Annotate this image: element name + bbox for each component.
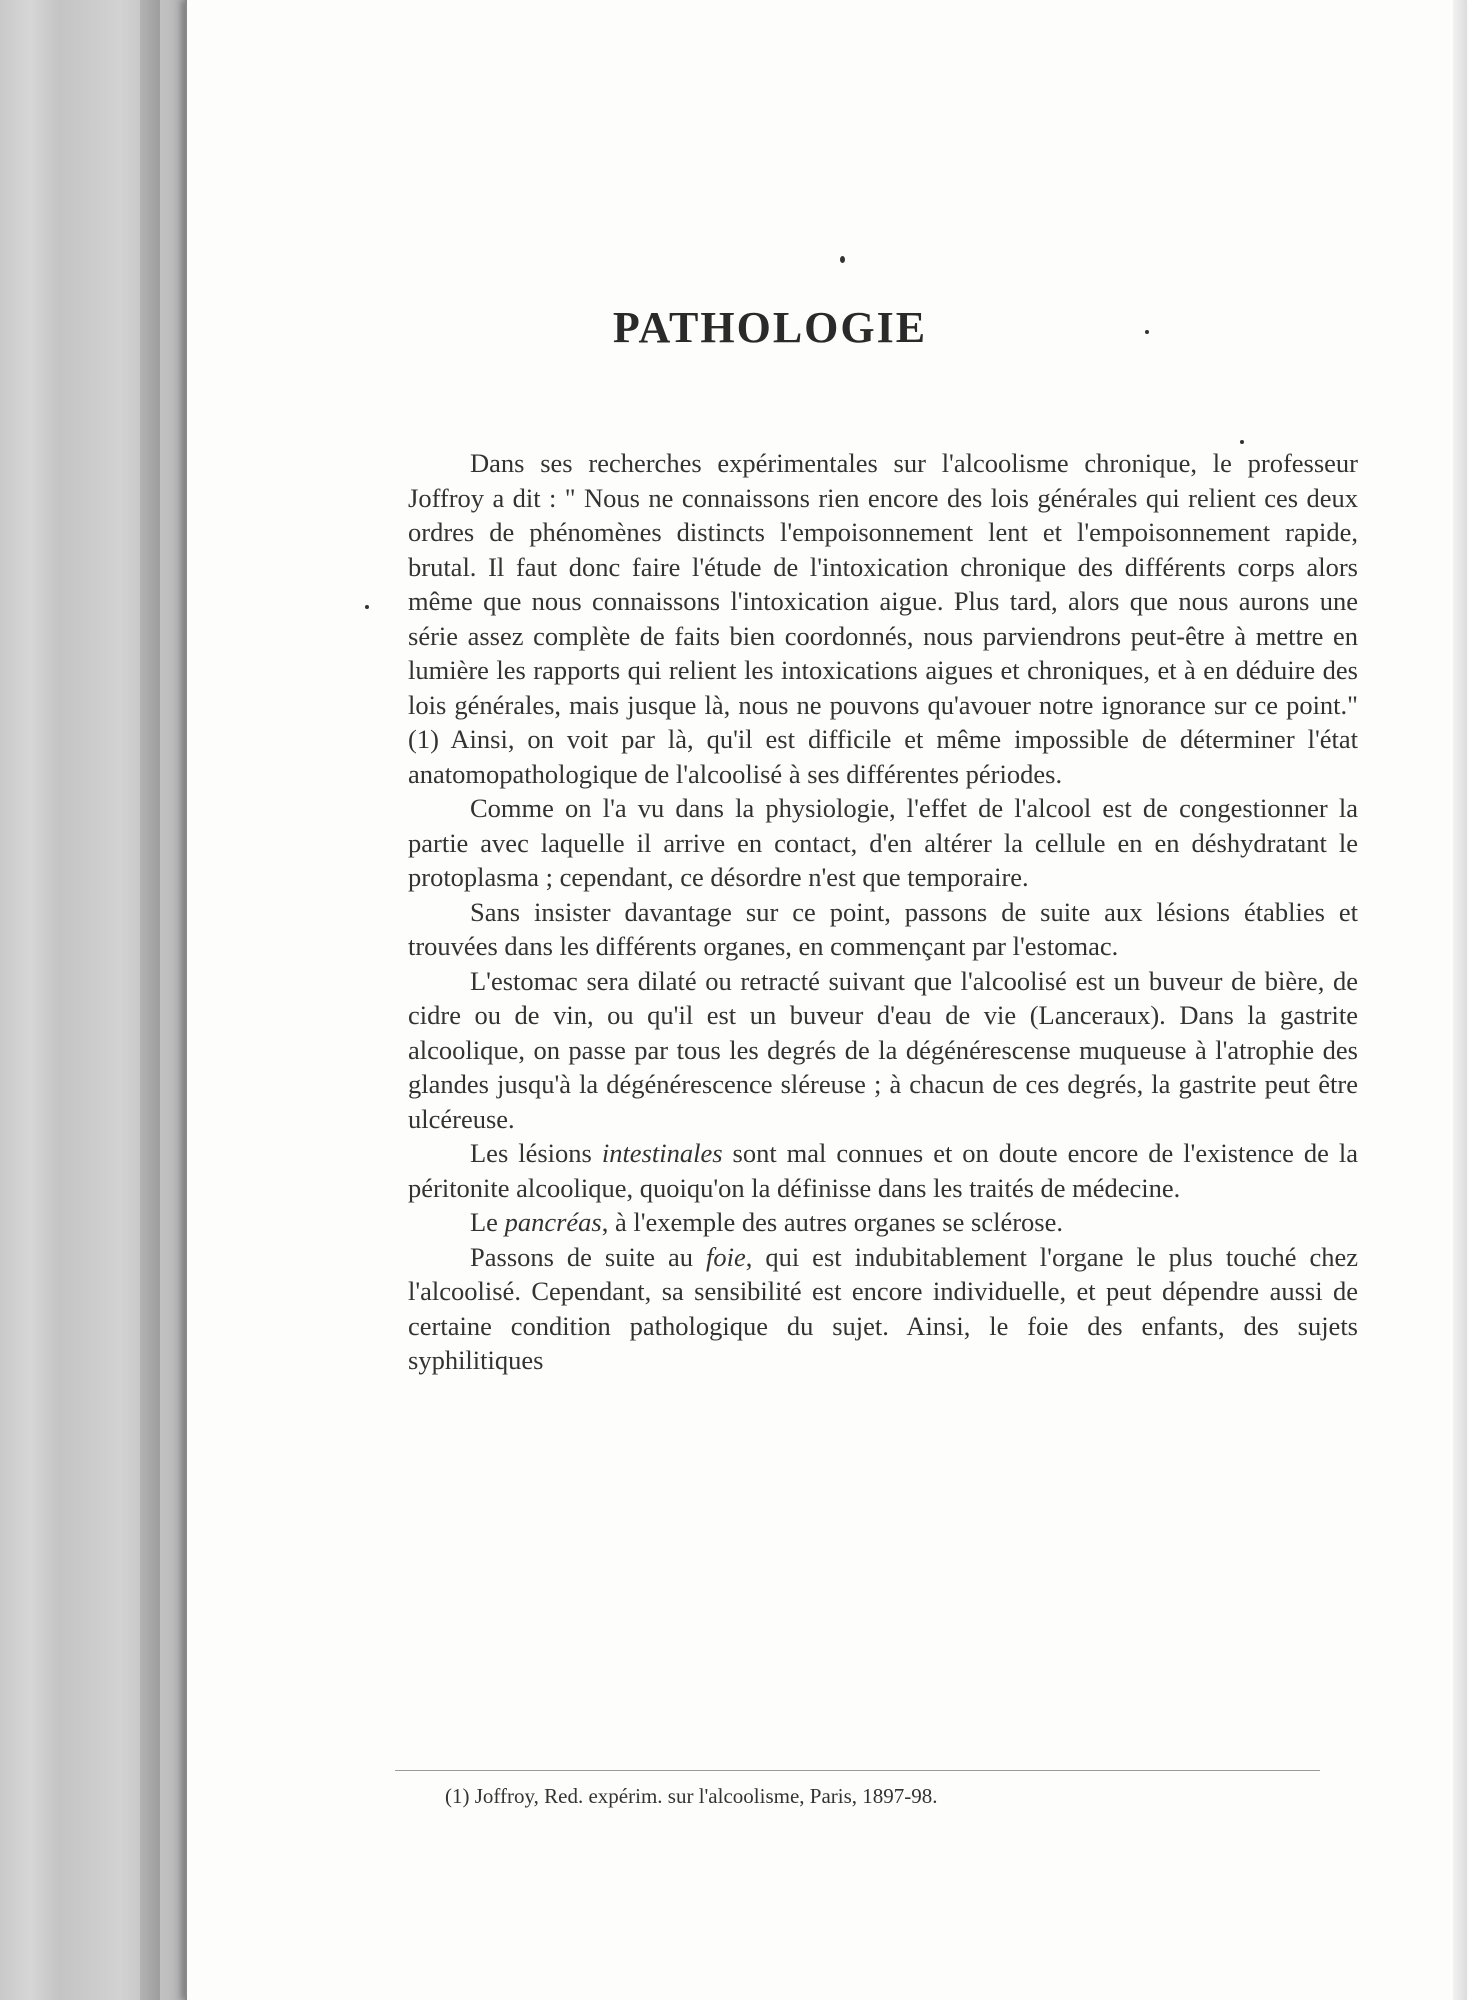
footnote-separator [395, 1770, 1320, 1771]
page-title: PATHOLOGIE [612, 303, 928, 352]
footnote: (1) Joffroy, Red. expérim. sur l'alcoolisme, Paris, 1897-98. [445, 1784, 938, 1808]
paragraph-lesions [408, 1136, 1358, 1205]
paragraph: Dans ses recherches expérimentales sur l'alcoolisme chronique, le professeur Joffroy a dit : " Nous ne connaissons rien encore des lois générales qui relient ces deux ordres de phénomènes distincts l'empoisonnement lent et l'empoisonnement rapide, brutal. Il faut donc faire l'étude de l'intoxication chronique des différents corps alors même que nous connaissons l'intoxication aigue. Plus tard, alors que nous aurons une série assez complète de faits bien coordonnés, nous parviendrons peut-être à mettre en lumière les rapports qui relient les intoxications aigues et chroniques, et à en déduire des lois générales, mais jusque là, nous ne pouvons qu'avouer notre ignorance sur ce point." (1) Ainsi, on voit par là, qu'il est difficile et même impossible de déterminer l'état anatomopathologique de l'alcoolisé à ses différentes périodes. [408, 448, 1358, 789]
text-run: Le [470, 1207, 505, 1237]
page-right-edge [1453, 0, 1467, 2000]
book-spine-edge [0, 0, 200, 2000]
body-text [408, 446, 1358, 1378]
paragraph: Sans insister davantage sur ce point, passons de suite aux lésions établies et trouvées dans les différents organes, en commençant par l'estomac. [408, 896, 1358, 961]
paragraph: L'estomac sera dilaté ou retracté suivant que l'alcoolisé est un buveur de bière, de cidre ou de vin, ou qu'il est un buveur d'eau de vie (Lanceraux). Dans la gastrite alcoolique, on passe par tous les degrés de la dégénérescense muqueuse à l'atrophie des glandes jusqu'à la dégénérescence sléreuse ; à chacun de ces degrés, la gastrite peut être ulcéreuse. [408, 965, 1358, 1134]
text-run: Passons de suite au [470, 1241, 706, 1272]
text-run: , à l'exemple des autres organes se sclérose. [601, 1207, 1063, 1237]
speck-mark [365, 605, 369, 609]
paragraph: Comme on l'a vu dans la physiologie, l'effet de l'alcool est de congestionner la partie avec laquelle il arrive en contact, d'en altérer la cellule en en déshydratant le protoplasma ; cependant, ce désordre n'est que temporaire. [408, 793, 1358, 892]
italic-term: intestinales [601, 1138, 723, 1168]
italic-term: foie [705, 1241, 746, 1272]
italic-term: pancréas [504, 1207, 602, 1237]
text-run: , qui est indubitablement l'organe le plus touché chez l'alcoolisé. Cependant, sa sensibilité est encore individuelle, et peut dépendre aussi de certaine condition pathologique du sujet. Ainsi, le foie des enfants, des sujets syphilitiques [408, 1241, 1358, 1375]
paragraph-pancreas [408, 1205, 1358, 1240]
paragraph-foie [408, 1240, 1358, 1378]
text-run: sont mal connues et on doute encore de l'existence de la péritonite alcoolique, quoiqu'on la définisse dans les traités de médecine. [408, 1138, 1358, 1203]
text-run: Les lésions [470, 1138, 602, 1168]
book-inner-strip [140, 0, 160, 2000]
speck-mark [1240, 440, 1244, 444]
speck-mark [840, 256, 845, 263]
